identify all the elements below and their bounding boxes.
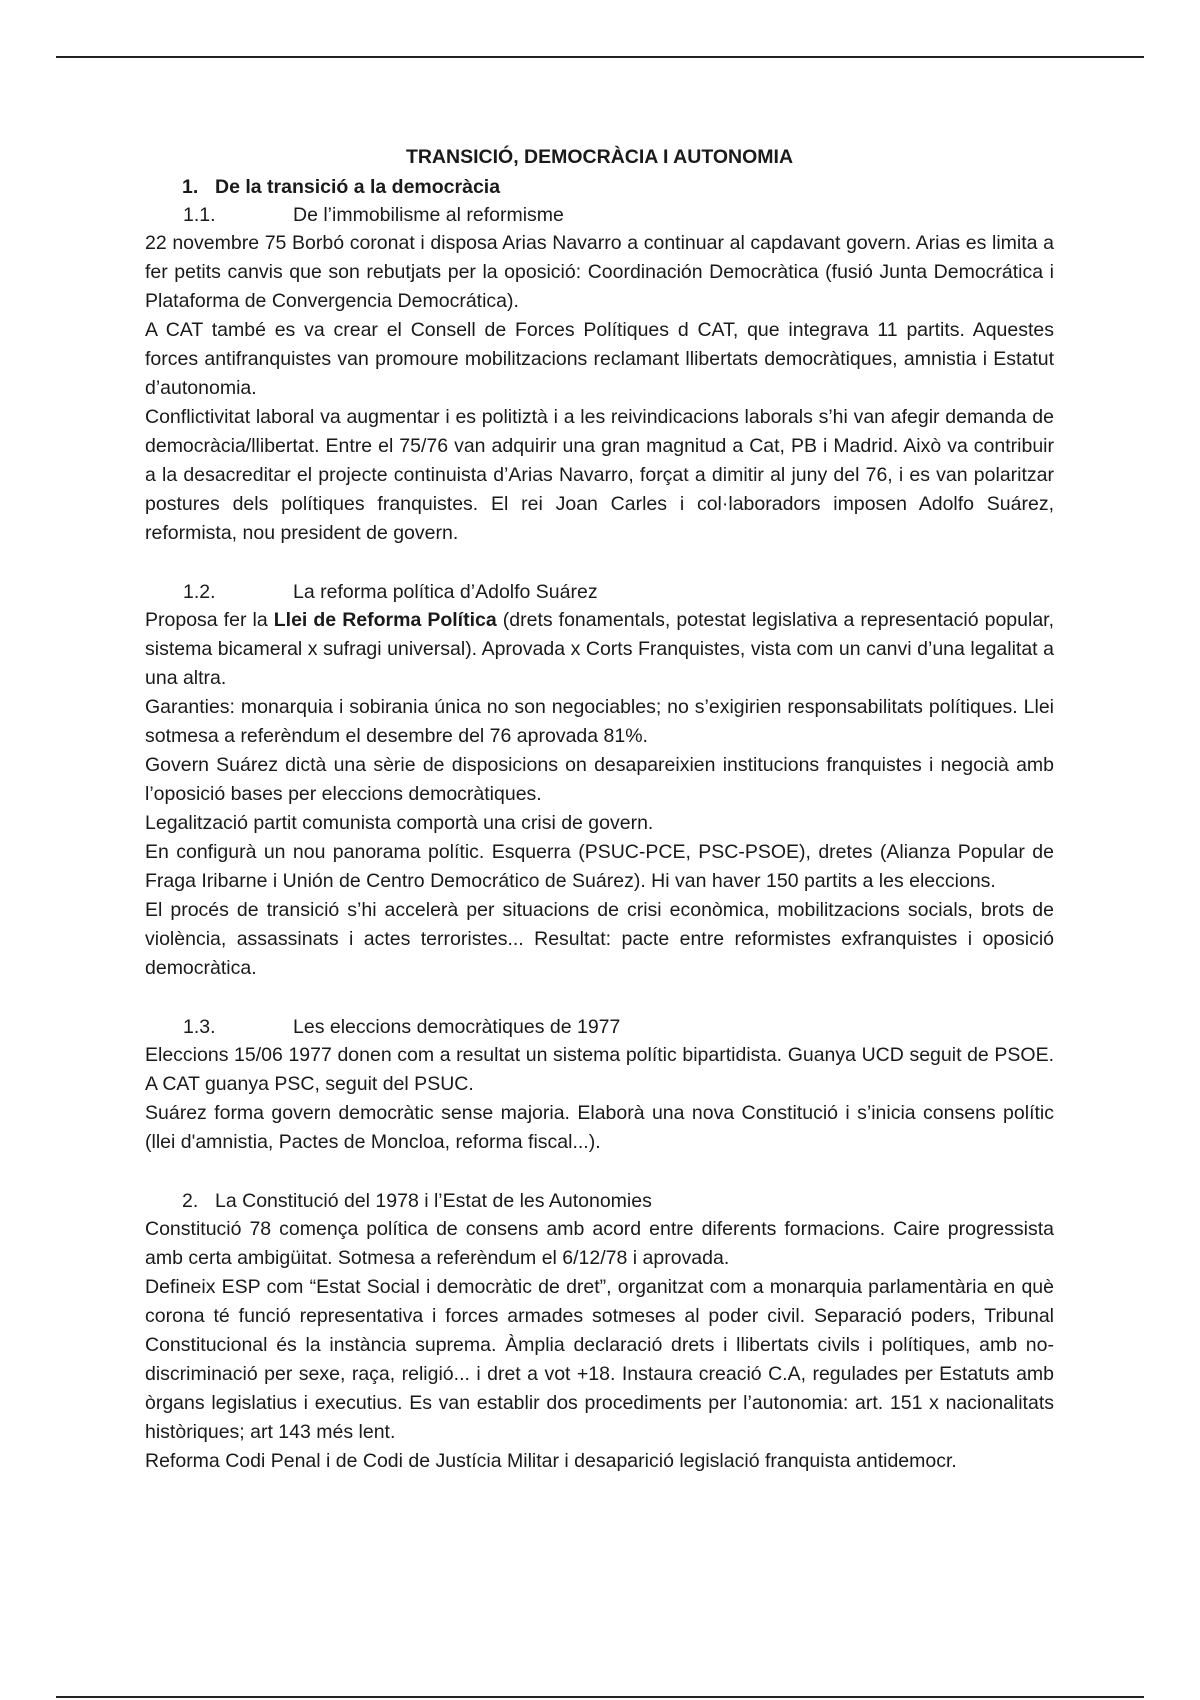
document-body (145, 143, 1054, 1476)
section-1-2-number: 1.2. (183, 581, 216, 603)
paragraph: A CAT també es va crear el Consell de Forces Polítiques d CAT, que integrava 11 partits. Aquestes forces antifranquistes van promoure mobilitzacions reclamant llibertats democràtiques, amnistia i Estatut d’autonomia. (145, 319, 1054, 399)
law-name-bold: Llei de Reforma Política (273, 609, 497, 631)
paragraph: Legalització partit comunista comportà una crisi de govern. (145, 812, 654, 834)
section-1-3-title: Les eleccions democràtiques de 1977 (293, 1016, 621, 1038)
section-1-number: 1. (182, 176, 199, 198)
paragraph: Eleccions 15/06 1977 donen com a resultat un sistema polític bipartidista. Guanya UCD seguit de PSOE. A CAT guanya PSC, seguit del PSUC. (145, 1044, 1054, 1095)
bottom-rule (56, 1696, 1144, 1698)
paragraph: El procés de transició s’hi accelerà per situacions de crisi econòmica, mobilitzacions socials, brots de violència, assassinats i actes terroristes... Resultat: pacte entre reformistes exfranquistes i oposició democràtica. (145, 899, 1054, 979)
paragraph: Suárez forma govern democràtic sense majoria. Elaborà una nova Constitució i s’inicia consens polític (llei d'amnistia, Pactes de Moncloa, reforma fiscal...). (145, 1102, 1054, 1153)
section-1-3-heading (145, 1013, 1054, 1041)
paragraph-text: Proposa fer la (145, 609, 274, 631)
paragraph: Constitució 78 comença política de consens amb acord entre diferents formacions. Caire progressista amb certa ambigüitat. Sotmesa a referèndum el 6/12/78 i aprovada. (145, 1218, 1054, 1269)
paragraph: Conflictivitat laboral va augmentar i es politiztà i a les reivindicacions laborals s’hi van afegir demanda de democràcia/llibertat. Entre el 75/76 van adquirir una gran magnitud a Cat, PB i Madrid. Això va contribuir a la desacreditar el projecte continuista d’Arias Navarro, forçat a dimitir al juny del 76, i es van polaritzar postures dels polítiques franquistes. El rei Joan Carles i col·laboradors imposen Adolfo Suárez, reformista, nou president de govern. (145, 406, 1054, 544)
section-2-heading (145, 1187, 1054, 1215)
paragraph-text: (drets fonamentals, potestat legislativa a representació popular, sistema bicameral x sufragi universal). Aprovada x Corts Franquistes, vista com un canvi d’una legalitat a una altra. (145, 609, 1054, 689)
paragraph: 22 novembre 75 Borbó coronat i disposa Arias Navarro a continuar al capdavant govern. Arias es limita a fer petits canvis que son rebutjats per la oposició: Coordinación Democràtica (fusió Junta Democrática i Plataforma de Convergencia Democrática). (145, 232, 1054, 312)
section-1-1-title: De l’immobilisme al reformisme (293, 204, 564, 226)
paragraph: Reforma Codi Penal i de Codi de Justícia Militar i desaparició legislació franquista antidemocr. (145, 1450, 957, 1472)
section-2-title: La Constitució del 1978 i l’Estat de les Autonomies (215, 1190, 652, 1212)
paragraph: Govern Suárez dictà una sèrie de disposicions on desapareixien institucions franquistes i negocià amb l’oposició bases per eleccions democràtiques. (145, 754, 1054, 805)
paragraph: Garanties: monarquia i sobirania única no son negociables; no s’exigirien responsabilitats polítiques. Llei sotmesa a referèndum el desembre del 76 aprovada 81%. (145, 696, 1054, 747)
section-1-title: De la transició a la democràcia (215, 176, 501, 198)
paragraph: Defineix ESP com “Estat Social i democràtic de dret”, organitzat com a monarquia parlamentària en què corona té funció representativa i forces armades sotmeses al poder civil. Separació poders, Tribunal Constitucional és la instància suprema. Àmplia declaració drets i llibertats civils i polítiques, amb no-discriminació per sexe, raça, religió... i dret a vot +18. Instaura creació C.A, regulades per Estatuts amb òrgans legislatius i executius. Es van establir dos procediments per l’autonomia: art. 151 x nacionalitats històriques; art 143 més lent. (145, 1276, 1054, 1443)
section-1-1-number: 1.1. (183, 204, 216, 226)
section-1-3-number: 1.3. (183, 1016, 216, 1038)
document-title: TRANSICIÓ, DEMOCRÀCIA I AUTONOMIA (405, 146, 794, 168)
paragraph: En configurà un nou panorama polític. Esquerra (PSUC-PCE, PSC-PSOE), dretes (Alianza Popular de Fraga Iribarne i Unión de Centro Democrático de Suárez). Hi van haver 150 partits a les eleccions. (145, 841, 1054, 892)
section-1-2-title: La reforma política d’Adolfo Suárez (293, 581, 598, 603)
section-1-2-heading (145, 578, 1054, 606)
section-1-heading (145, 173, 1054, 201)
section-2-number: 2. (182, 1190, 199, 1212)
top-rule (56, 56, 1144, 58)
paragraph (145, 606, 1054, 693)
section-1-1-heading (145, 201, 1054, 229)
